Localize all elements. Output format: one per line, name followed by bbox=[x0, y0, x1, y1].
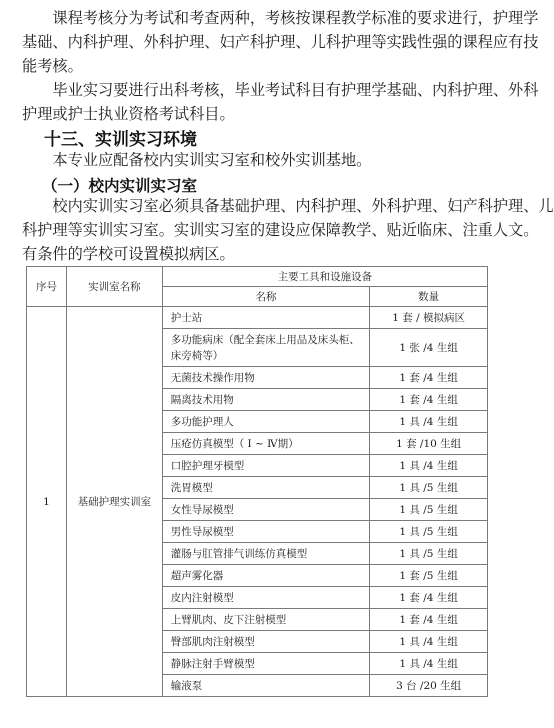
text-line: 护理或护士执业资格考试科目。 bbox=[22, 105, 235, 123]
paragraph-assessment bbox=[22, 6, 539, 78]
item-name: 多功能病床（配全套床上用品及床头柜、床旁椅等） bbox=[162, 329, 370, 367]
item-name: 洗胃模型 bbox=[162, 477, 370, 499]
item-quantity: 1 具 /4 生组 bbox=[370, 411, 488, 433]
subsection-heading: （一）校内实训实习室 bbox=[42, 177, 198, 195]
item-name: 口腔护理牙模型 bbox=[162, 455, 370, 477]
item-quantity: 3 台 /20 生组 bbox=[370, 675, 488, 697]
text-line: 校内实训实习室必须具备基础护理、内科护理、外科护理、妇产科护理、儿 bbox=[22, 197, 554, 215]
row-index: 1 bbox=[27, 307, 67, 697]
item-name: 输液泵 bbox=[162, 675, 370, 697]
item-name: 无菌技术操作用物 bbox=[162, 367, 370, 389]
header-quantity: 数量 bbox=[370, 287, 488, 307]
item-quantity: 1 套 /4 生组 bbox=[370, 587, 488, 609]
text-line: 有条件的学校可设置模拟病区。 bbox=[22, 245, 235, 263]
item-quantity: 1 套 / 模拟病区 bbox=[370, 307, 488, 329]
item-quantity: 1 张 /4 生组 bbox=[370, 329, 488, 367]
paragraph-internship-exam bbox=[22, 78, 539, 126]
header-equipment-group: 主要工具和设施设备 bbox=[162, 267, 487, 287]
item-name: 超声雾化器 bbox=[162, 565, 370, 587]
table-row bbox=[27, 307, 488, 329]
item-name: 灌肠与肛管排气训练仿真模型 bbox=[162, 543, 370, 565]
item-quantity: 1 具 /5 生组 bbox=[370, 499, 488, 521]
item-quantity: 1 具 /4 生组 bbox=[370, 631, 488, 653]
text-line: 能考核。 bbox=[22, 57, 83, 75]
item-quantity: 1 套 /5 生组 bbox=[370, 565, 488, 587]
text-line: 基础、内科护理、外科护理、妇产科护理、儿科护理等实践性强的课程应有技 bbox=[22, 33, 539, 51]
item-quantity: 1 具 /5 生组 bbox=[370, 477, 488, 499]
paragraph-intro bbox=[22, 148, 484, 172]
header-index: 序号 bbox=[27, 267, 67, 307]
item-quantity: 1 具 /5 生组 bbox=[370, 521, 488, 543]
item-name: 皮内注射模型 bbox=[162, 587, 370, 609]
item-name: 上臂肌肉、皮下注射模型 bbox=[162, 609, 370, 631]
item-name: 男性导尿模型 bbox=[162, 521, 370, 543]
item-quantity: 1 套 /4 生组 bbox=[370, 609, 488, 631]
text-line: 毕业实习要进行出科考核，毕业考试科目有护理学基础、内科护理、外科 bbox=[22, 81, 539, 99]
item-name: 臀部肌肉注射模型 bbox=[162, 631, 370, 653]
item-name: 护士站 bbox=[162, 307, 370, 329]
section-heading: 十三、实训实习环境 bbox=[44, 130, 197, 150]
item-quantity: 1 套 /4 生组 bbox=[370, 367, 488, 389]
item-name: 压疮仿真模型（ Ⅰ ~ Ⅳ期） bbox=[162, 433, 370, 455]
item-quantity: 1 套 /10 生组 bbox=[370, 433, 488, 455]
text-line: 科护理等实训实习室。实训实习室的建设应保障教学、贴近临床、注重人文。 bbox=[22, 221, 539, 239]
row-room-name: 基础护理实训室 bbox=[66, 307, 162, 697]
paragraph-onsite-rooms bbox=[22, 194, 554, 266]
item-quantity: 1 套 /4 生组 bbox=[370, 389, 488, 411]
header-item-name: 名称 bbox=[162, 287, 370, 307]
header-room-name: 实训室名称 bbox=[66, 267, 162, 307]
item-name: 隔离技术用物 bbox=[162, 389, 370, 411]
text-line: 本专业应配备校内实训实习室和校外实训基地。 bbox=[22, 151, 372, 169]
item-quantity: 1 具 /4 生组 bbox=[370, 455, 488, 477]
text-line: 课程考核分为考试和考查两种，考核按课程教学标准的要求进行，护理学 bbox=[22, 9, 539, 27]
item-name: 女性导尿模型 bbox=[162, 499, 370, 521]
item-quantity: 1 具 /5 生组 bbox=[370, 543, 488, 565]
item-name: 多功能护理人 bbox=[162, 411, 370, 433]
equipment-table bbox=[26, 266, 488, 697]
item-quantity: 1 具 /4 生组 bbox=[370, 653, 488, 675]
item-name: 静脉注射手臂模型 bbox=[162, 653, 370, 675]
